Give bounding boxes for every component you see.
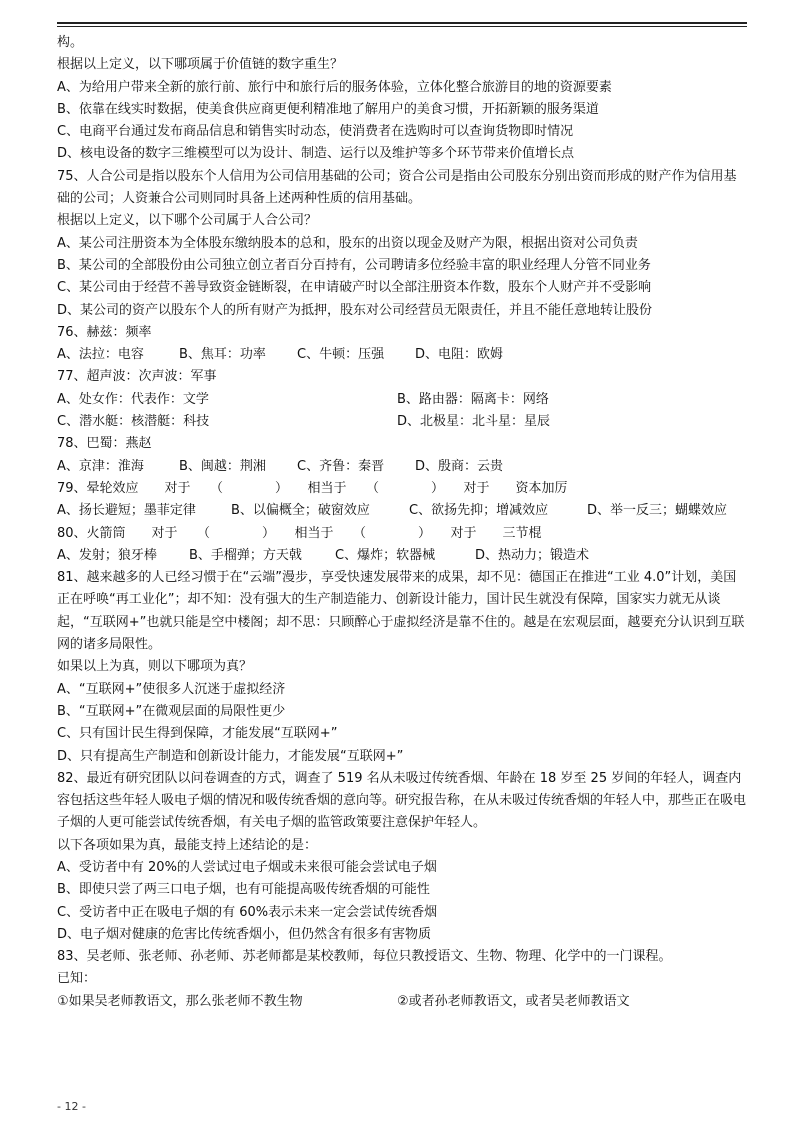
conditions-row bbox=[57, 991, 747, 1013]
option-b: B、闽越：荆湘 bbox=[179, 458, 266, 474]
option-d: D、北极星：北斗星：星辰 bbox=[397, 414, 551, 430]
option-b: B、某公司的全部股份由公司独立创立者百分百持有，公司聘请多位经验丰富的职业经理人分管不同业务 bbox=[57, 257, 651, 273]
condition-1: ①如果吴老师教语文，那么张老师不教生物 bbox=[57, 993, 303, 1009]
option-b: B、依靠在线实时数据，使美食供应商更便利精准地了解用户的美食习惯，开拓新颖的服务渠道 bbox=[57, 101, 599, 117]
question-75: 75、人合公司是指以股东个人信用为公司信用基础的公司；资合公司是指由公司股东分别出资而形成的财产作为信用基础的公司；人资兼合公司则同时具备上述两种性质的信用基础。 bbox=[57, 168, 737, 207]
option-a: A、受访者中有 20%的人尝试过电子烟或未来很可能会尝试电子烟 bbox=[57, 859, 437, 875]
question-80: 80、火箭筒 对于 （ ） 相当于 （ ） 对于 三节棍 bbox=[57, 525, 542, 541]
document-body bbox=[57, 32, 747, 1013]
header-rule bbox=[57, 22, 747, 24]
option-a: A、为给用户带来全新的旅行前、旅行中和旅行后的服务体验，立体化整合旅游目的地的资源要素 bbox=[57, 79, 612, 95]
option-b: B、手榴弹；方天戟 bbox=[189, 547, 302, 563]
option-b: B、焦耳：功率 bbox=[179, 347, 266, 363]
question-stem: 如果以上为真，则以下哪项为真？ bbox=[57, 659, 253, 675]
condition-2: ②或者孙老师教语文，或者吴老师教语文 bbox=[397, 993, 630, 1009]
option-c: C、受访者中正在吸电子烟的有 60%表示未来一定会尝试传统香烟 bbox=[57, 904, 438, 920]
options-78 bbox=[57, 456, 747, 478]
option-c: C、只有国计民生得到保障，才能发展“互联网+” bbox=[57, 726, 338, 742]
option-a: A、“互联网+”使很多人沉迷于虚拟经济 bbox=[57, 681, 286, 697]
option-d: D、电子烟对健康的危害比传统香烟小，但仍然含有很多有害物质 bbox=[57, 926, 432, 942]
option-b: B、以偏概全；破窗效应 bbox=[231, 503, 370, 519]
option-c: C、齐鲁：秦晋 bbox=[297, 458, 385, 474]
option-a: A、某公司注册资本为全体股东缴纳股本的总和，股东的出资以现金及财产为限，根据出资对公司负责 bbox=[57, 235, 638, 251]
option-d: D、热动力；锻造术 bbox=[475, 547, 590, 563]
question-79: 79、晕轮效应 对于 （ ） 相当于 （ ） 对于 资本加厉 bbox=[57, 480, 568, 496]
option-a: A、京津：淮海 bbox=[57, 458, 144, 474]
option-b: B、即使只尝了两三口电子烟，也有可能提高吸传统香烟的可能性 bbox=[57, 882, 430, 898]
options-77-row1 bbox=[57, 389, 747, 411]
options-77-row2 bbox=[57, 411, 747, 433]
question-81: 81、越来越多的人已经习惯于在“云端”漫步，享受快速发展带来的成果，却不见：德国正在推进“工业 4.0”计划，美国正在呼唤“再工业化”；却不知：没有强大的生产制造能力、创新设计能力，国计民生就没有保障，国家实力就无从谈起，“互联网+”也就只能是空中楼阁；却不思：只顾醉心于虚拟经济是靠不住的。越是在宏观层面，越要充分认识到互联网的诸多局限性。 bbox=[57, 570, 745, 653]
question-77: 77、超声波：次声波：军事 bbox=[57, 369, 217, 385]
option-c: C、爆炸；软器械 bbox=[335, 547, 436, 563]
page-number: - 12 - bbox=[57, 1100, 86, 1113]
option-d: D、殷商：云贵 bbox=[415, 458, 504, 474]
options-76 bbox=[57, 344, 747, 366]
option-d: D、某公司的资产以股东个人的所有财产为抵押，股东对公司经营员无限责任，并且不能任意地转让股份 bbox=[57, 302, 653, 318]
text-line: 构。 bbox=[57, 35, 84, 50]
question-82: 82、最近有研究团队以问卷调查的方式，调查了 519 名从未吸过传统香烟、年龄在 18 岁至 25 岁间的年轻人，调查内容包括这些年轻人吸电子烟的情况和吸传统香烟的意向等。研究报告称，在从未吸过传统香烟的年轻人中，那些正在吸电子烟的人更可能尝试传统香烟，有关电子烟的监管政策要注意保护年轻人。 bbox=[57, 770, 747, 831]
question-stem: 根据以上定义，以下哪个公司属于人合公司？ bbox=[57, 213, 318, 229]
option-c: C、某公司由于经营不善导致资金链断裂，在申请破产时以全部注册资本作数，股东个人财产并不受影响 bbox=[57, 280, 652, 296]
option-a: A、扬长避短；墨菲定律 bbox=[57, 503, 196, 519]
option-c: C、欲扬先抑；增减效应 bbox=[409, 503, 549, 519]
option-a: A、发射；狼牙棒 bbox=[57, 547, 157, 563]
option-a: A、处女作：代表作：文学 bbox=[57, 391, 209, 407]
question-76: 76、赫兹：频率 bbox=[57, 324, 152, 340]
question-stem: 根据以上定义，以下哪项属于价值链的数字重生？ bbox=[57, 57, 344, 73]
question-78: 78、巴蜀：燕赵 bbox=[57, 436, 152, 452]
option-c: C、潜水艇：核潜艇：科技 bbox=[57, 414, 210, 430]
known-label: 已知： bbox=[57, 971, 97, 987]
option-d: D、只有提高生产制造和创新设计能力，才能发展“互联网+” bbox=[57, 748, 404, 764]
options-79 bbox=[57, 500, 747, 522]
option-b: B、路由器：隔离卡：网络 bbox=[397, 391, 549, 407]
option-d: D、核电设备的数字三维模型可以为设计、制造、运行以及维护等多个环节带来价值增长点 bbox=[57, 146, 575, 162]
question-83: 83、吴老师、张老师、孙老师、苏老师都是某校教师，每位只教授语文、生物、物理、化学中的一门课程。 bbox=[57, 949, 672, 965]
option-c: C、电商平台通过发布商品信息和销售实时动态，使消费者在选购时可以查询货物即时情况 bbox=[57, 124, 574, 140]
option-c: C、牛顿：压强 bbox=[297, 347, 385, 363]
option-d: D、电阻：欧姆 bbox=[415, 347, 504, 363]
options-80 bbox=[57, 545, 747, 567]
question-stem: 以下各项如果为真，最能支持上述结论的是： bbox=[57, 837, 318, 853]
option-b: B、“互联网+”在微观层面的局限性更少 bbox=[57, 703, 286, 719]
option-d: D、举一反三；蝴蝶效应 bbox=[587, 503, 728, 519]
option-a: A、法拉：电容 bbox=[57, 347, 144, 363]
header-rule-thin bbox=[57, 26, 747, 27]
